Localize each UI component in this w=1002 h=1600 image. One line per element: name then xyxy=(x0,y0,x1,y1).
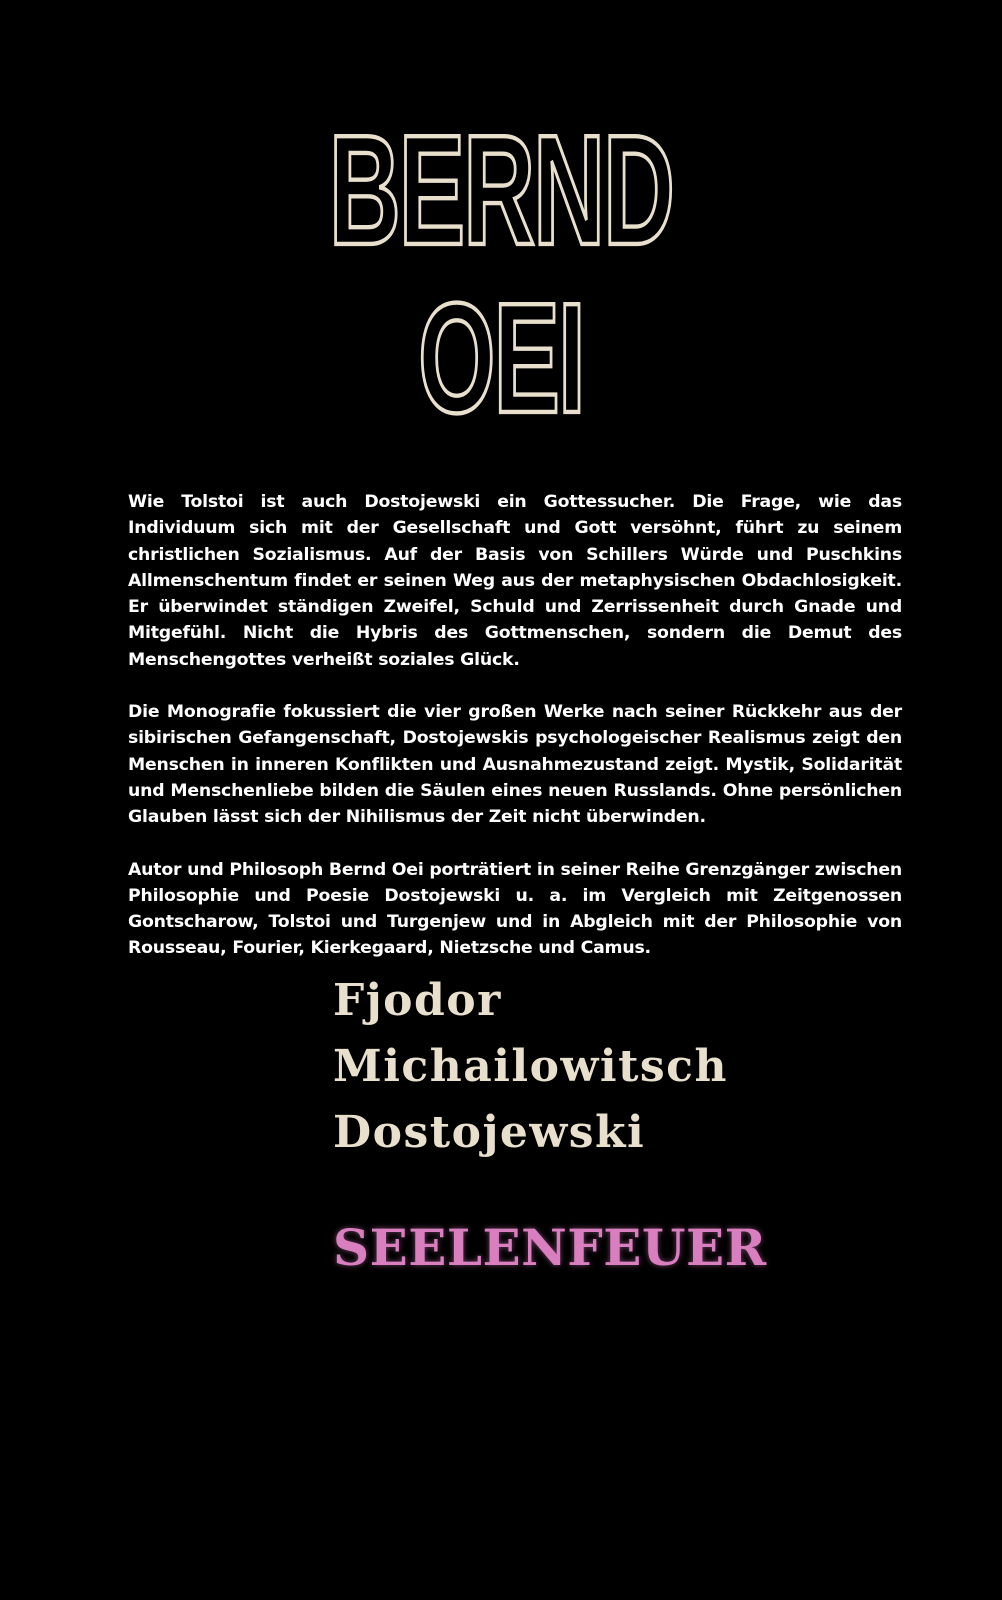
subject-last-name: Dostojewski xyxy=(333,1107,646,1158)
author-first-name: BERND xyxy=(328,101,674,278)
subject-first-name: Fjodor xyxy=(333,975,502,1026)
blurb-paragraph: Autor und Philosoph Bernd Oei porträtiert in seiner Reihe Grenzgänger zwischen Philosophie und Poesie Dostojewski u. a. im Vergleich mit Zeitgenossen Gontscharow, Tolstoi und Turgenjew und in Abgleich mit der Philosophie von Rousseau, Fourier, Kierkegaard, Nietzsche und Camus. xyxy=(128,859,902,959)
author-name xyxy=(0,101,1002,446)
blurb-paragraph: Wie Tolstoi ist auch Dostojewski ein Gottessucher. Die Frage, wie das Individuum sich mit der Gesellschaft und Gott versöhnt, führt zu seinem christlichen Sozialismus. Auf der Basis von Schillers Würde und Puschkins Allmenschentum findet er seinen Weg aus der metaphysischen Obdachlosigkeit. Er überwindet ständigen Zweifel, Schuld und Zerrissenheit durch Gnade und Mitgefühl. Nicht die Hybris des Gottmenschen, sondern die Demut des Menschengottes verheißt soziales Glück. xyxy=(128,492,902,670)
book-title: SEELENFEUER xyxy=(333,1218,767,1277)
blurb-paragraph: Die Monografie fokussiert die vier großen Werke nach seiner Rückkehr aus der sibirischen Gefangenschaft, Dostojewskis psychologeischer Realismus zeigt den Menschen in inneren Konflikten und Ausnahmezustand zeigt. Mystik, Solidarität und Menschenliebe bilden die Säulen eines neuen Russlands. Ohne persönlichen Glauben lässt sich der Nihilismus der Zeit nicht überwinden. xyxy=(128,702,902,828)
subject-name xyxy=(333,968,933,1166)
author-last-name: OEI xyxy=(418,269,584,446)
blurb-text xyxy=(128,489,902,988)
subject-patronymic: Michailowitsch xyxy=(333,1041,728,1092)
